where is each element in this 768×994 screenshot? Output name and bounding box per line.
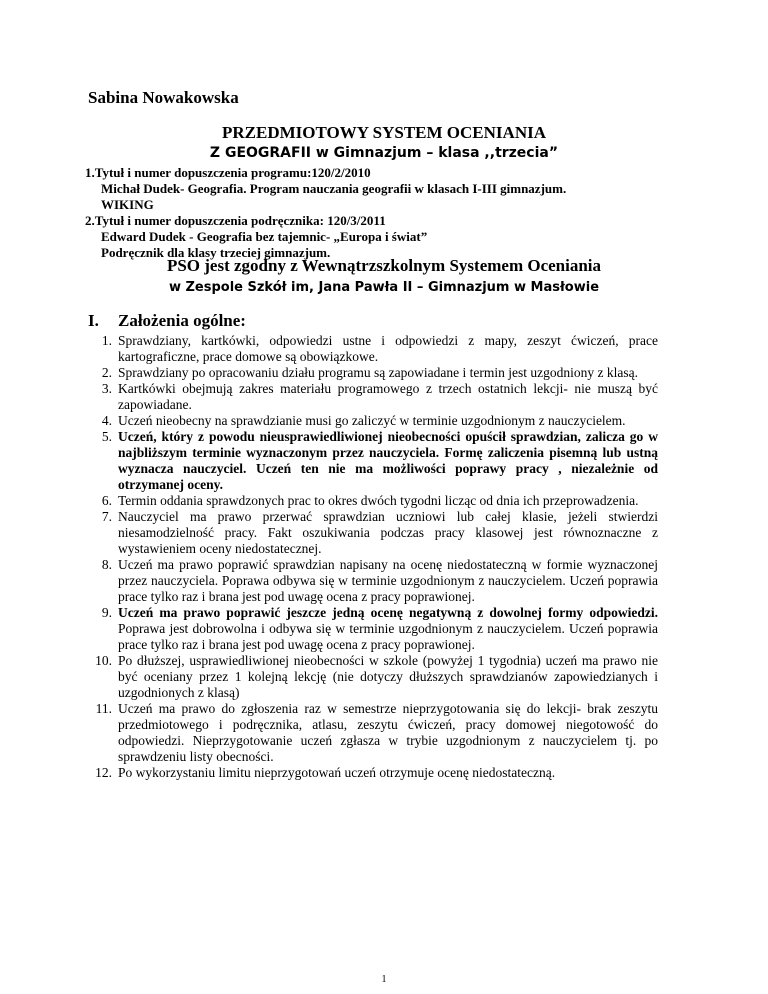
document-subtitle: Z GEOGRAFII w Gimnazjum – klasa ,,trzecia” (209, 145, 559, 161)
list-item-text: Uczeń nieobecny na sprawdzianie musi go zaliczyć w terminie uzgodnionym z nauczycielem. (118, 413, 626, 428)
list-item-number: 10. (95, 653, 112, 668)
author-name: Sabina Nowakowska (88, 88, 239, 107)
list-item (0, 605, 658, 653)
list-item-number: 11. (95, 701, 112, 716)
list-item-number: 8. (101, 557, 112, 572)
list-item-number: 6. (101, 493, 112, 508)
list-item-text: Po dłuższej, usprawiedliwionej nieobecności w szkole (powyżej 1 tygodnia) uczeń ma prawo nie być oceniany przez 1 kolejną lekcję (nie dotyczy dłuższych sprawdzianów zapowiedzianych i uzgodnionych z klasą) (118, 653, 658, 700)
list-item-bold-text: Uczeń, który z powodu nieusprawiedliwionej nieobecności opuścił sprawdzian, zalicza go w najbliższym terminie wyznaczonym przez nauczyciela. Formę zaliczenia pisemną lub ustną wyznacza nauczyciel. Uczeń ten nie ma możliwości poprawy pracy , niezależnie od otrzymanej oceny. (118, 429, 658, 492)
list-item (0, 493, 658, 509)
program-line-5: Edward Dudek - Geografia bez tajemnic- „Europa i świat” (101, 229, 428, 244)
section-number: I. (88, 311, 99, 330)
list-item-text: Nauczyciel ma prawo przerwać sprawdzian uczniowi lub całej klasie, jeżeli stwierdzi niesamodzielność pracy. Fakt oszukiwania podczas pracy klasowej jest równoznaczne z wystawieniem oceny niedostatecznej. (118, 509, 658, 556)
page-number: 1 (381, 974, 387, 985)
list-item (0, 765, 658, 781)
list-item (0, 557, 658, 605)
program-line-6: Podręcznik dla klasy trzeciej gimnazjum. (101, 245, 331, 260)
list-item-number: 9. (101, 605, 112, 620)
list-item-number: 2. (101, 365, 112, 380)
rules-list (0, 333, 768, 781)
program-line-1: 1.Tytuł i numer dopuszczenia programu:120/2/2010 (85, 165, 371, 180)
section-title: Założenia ogólne: (118, 311, 246, 330)
list-item-text: Sprawdziany, kartkówki, odpowiedzi ustne i odpowiedzi z mapy, zeszyt ćwiczeń, prace kartograficzne, prace domowe są obowiązkowe. (118, 333, 658, 364)
list-item (0, 333, 658, 365)
program-line-2: Michał Dudek- Geografia. Program nauczania geografii w klasach I-III gimnazjum. (101, 181, 567, 196)
list-item (0, 413, 658, 429)
list-item-text: Termin oddania sprawdzonych prac to okres dwóch tygodni licząc od dnia ich przeprowadzenia. (118, 493, 639, 508)
program-line-3: WIKING (101, 197, 154, 212)
list-item-number: 7. (101, 509, 112, 524)
list-item-text: Poprawa jest dobrowolna i odbywa się w terminie uzgodnionym z nauczycielem. Uczeń poprawia prace tylko raz i brana jest pod uwagę ocena z pracy poprawionej. (118, 621, 658, 652)
document-title: PRZEDMIOTOWY SYSTEM OCENIANIA (222, 123, 546, 142)
pso-heading: PSO jest zgodny z Wewnątrzszkolnym Systemem Oceniania (166, 256, 602, 275)
list-item (0, 381, 658, 413)
program-line-4: 2.Tytuł i numer dopuszczenia podręcznika: 120/3/2011 (85, 213, 386, 228)
list-item-text: Kartkówki obejmują zakres materiału programowego z trzech ostatnich lekcji- nie muszą być zapowiadane. (118, 381, 658, 412)
list-item-text: Po wykorzystaniu limitu nieprzygotowań uczeń otrzymuje ocenę niedostateczną. (118, 765, 556, 780)
pso-school: w Zespole Szkół im, Jana Pawła II – Gimnazjum w Masłowie (168, 280, 600, 295)
list-item-number: 12. (95, 765, 112, 780)
list-item-number: 5. (101, 429, 112, 444)
list-item (0, 653, 658, 701)
list-item (0, 365, 658, 381)
list-item (0, 701, 658, 765)
list-item (0, 429, 658, 493)
list-item-number: 3. (101, 381, 112, 396)
list-item-text: Uczeń ma prawo poprawić sprawdzian napisany na ocenę niedostateczną w formie wyznaczonej przez nauczyciela. Poprawa odbywa się w terminie uzgodnionym z nauczycielem. Uczeń poprawia prace tylko raz i brana jest pod uwagę ocena z pracy poprawionej. (118, 557, 658, 604)
list-item-text: Uczeń ma prawo do zgłoszenia raz w semestrze nieprzygotowania się do lekcji- brak zeszytu przedmiotowego i podręcznika, atlasu, zeszytu ćwiczeń, pracy domowej niegotowość do odpowiedzi. Nieprzygotowanie uczeń zgłasza w trybie uzgodnionym z nauczycielem tj. po sprawdzeniu listy obecności. (118, 701, 658, 764)
section-heading (88, 311, 246, 331)
list-item-bold-text: Uczeń ma prawo poprawić jeszcze jedną ocenę negatywną z dowolnej formy odpowiedzi. (118, 605, 658, 620)
list-item (0, 509, 658, 557)
list-item-number: 1. (101, 333, 112, 348)
list-item-text: Sprawdziany po opracowaniu działu programu są zapowiadane i termin jest uzgodniony z klasą. (118, 365, 638, 380)
list-item-number: 4. (101, 413, 112, 428)
program-info (85, 165, 566, 261)
